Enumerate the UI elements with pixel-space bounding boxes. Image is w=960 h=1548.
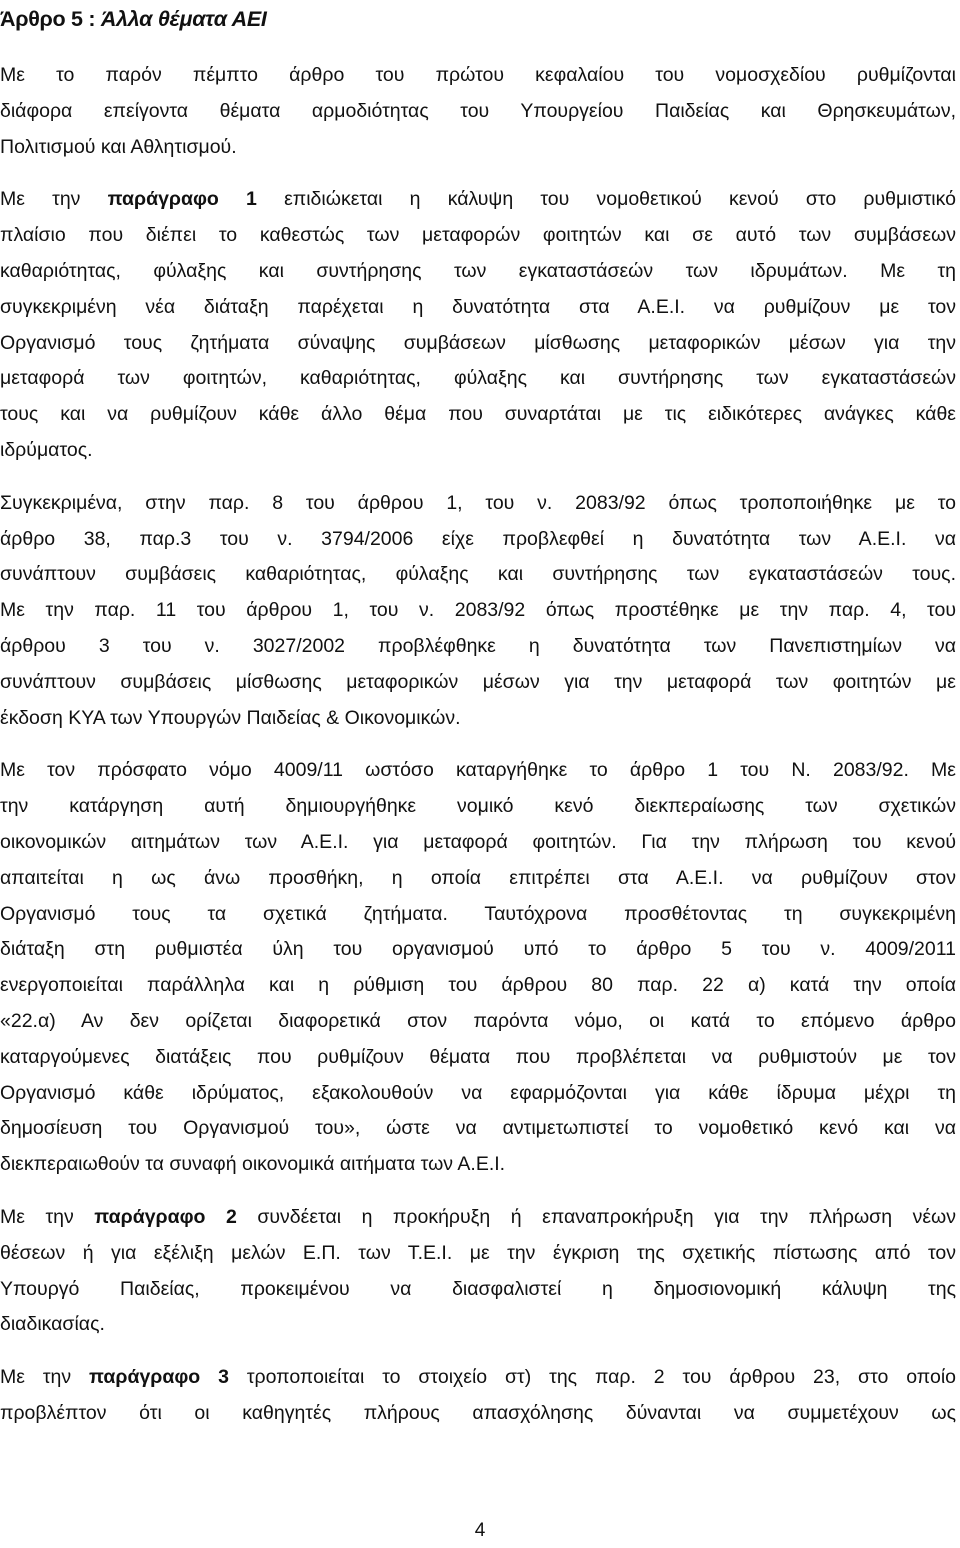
text-line: οικονομικών αιτημάτων των Α.Ε.Ι. για μεταφορά φοιτητών. Για την πλήρωση του κενού [0, 830, 956, 853]
paragraph-reference: παράγραφο 3 [89, 1366, 229, 1389]
text-line: διάταξη στη ρυθμιστέα ύλη του οργανισμού υπό το άρθρο 5 του ν. 4009/2011 [0, 938, 956, 961]
text-line: δημοσίευση του Οργανισμού του», ώστε να αντιμετωπιστεί το νομοθετικό κενό και να [0, 1117, 956, 1140]
text-line: καταργούμενες διατάξεις που ρυθμίζουν θέματα που προβλέπεται να ρυθμιστούν με τον [0, 1045, 956, 1068]
line-rest: τροποποιείται το στοιχείο στ) της παρ. 2 του άρθρου 23, στο οποίο [228, 1366, 956, 1389]
document-body [0, 2, 956, 1432]
text-line: «22.α) Αν δεν ορίζεται διαφορετικά στον παρόντα νόμο, οι κατά το επόμενο άρθρο [0, 1009, 956, 1032]
text-line: έκδοση ΚΥΑ των Υπουργών Παιδείας & Οικονομικών. [0, 706, 461, 729]
text-line: συνάπτουν συμβάσεις καθαριότητας, φύλαξης και συντήρησης των εγκαταστάσεών τους. [0, 563, 956, 586]
line-rest: επιδιώκεται η κάλυψη του νομοθετικού κενού στο ρυθμιστικό [256, 188, 956, 211]
lead-text: Με την [0, 1205, 95, 1228]
text-line: διάφορα επείγοντα θέματα αρμοδιότητας του Υπουργείου Παιδείας και Θρησκευμάτων, [0, 99, 956, 122]
text-line: Με το παρόν πέμπτο άρθρο του πρώτου κεφαλαίου του νομοσχεδίου ρυθμίζονται [0, 64, 956, 86]
text-line: διαδικασίας. [0, 1313, 105, 1336]
text-line: ιδρύματος. [0, 438, 93, 461]
text-line: Οργανισμό τους ζητήματα σύναψης συμβάσεων μίσθωσης μεταφορικών μέσων για την [0, 331, 956, 354]
text-line [0, 182, 956, 218]
text-line: την κατάργηση αυτή δημιουργήθηκε νομικό κενό διεκπεραίωσης των σχετικών [0, 795, 956, 818]
text-line: Με την παρ. 11 του άρθρου 1, του ν. 2083/92 όπως προστέθηκε με την παρ. 4, του [0, 599, 956, 622]
lead-text: Με την [0, 188, 108, 211]
paragraph-reference: παράγραφο 1 [107, 188, 257, 211]
text-line: συγκεκριμένη νέα διάταξη παρέχεται η δυνατότητα στα Α.Ε.Ι. να ρυθμίζουν με τον [0, 295, 956, 318]
text-line: θέσεων ή για εξέλιξη μελών Ε.Π. των Τ.Ε.Ι. με την έγκριση της σχετικής πίστωσης από τον [0, 1241, 956, 1264]
text-line: μεταφορά των φοιτητών, καθαριότητας, φύλαξης και συντήρησης των εγκαταστάσεών [0, 367, 956, 390]
text-line: προβλέπτον ότι οι καθηγητές πλήρους απασχόλησης δύνανται να συμμετέχουν ως [0, 1401, 956, 1424]
text-line [0, 1200, 956, 1236]
text-line: Συγκεκριμένα, στην παρ. 8 του άρθρου 1, του ν. 2083/92 όπως τροποποιήθηκε με το [0, 491, 956, 514]
text-line: διεκπεραιωθούν τα συναφή οικονομικά αιτήματα των Α.Ε.Ι. [0, 1153, 506, 1176]
text-line: Οργανισμό κάθε ιδρύματος, εξακολουθούν να εφαρμόζονται για κάθε ίδρυμα μέχρι τη [0, 1081, 956, 1104]
text-line: Με τον πρόσφατο νόμο 4009/11 ωστόσο καταργήθηκε το άρθρο 1 του Ν. 2083/92. Με [0, 759, 956, 782]
article-heading: Άλλα θέματα ΑΕΙ [100, 7, 267, 31]
paragraph-3-explanation [0, 1360, 956, 1432]
text-line: Υπουργό Παιδείας, προκειμένου να διασφαλιστεί η δημοσιονομική κάλυψη της [0, 1277, 956, 1300]
lead-text: Με την [0, 1366, 90, 1389]
text-line: Πολιτισμού και Αθλητισμού. [0, 135, 237, 158]
text-line: Οργανισμό τους τα σχετικά ζητήματα. Ταυτόχρονα προσθέτοντας τη συγκεκριμένη [0, 902, 956, 925]
legislative-history-paragraph [0, 486, 956, 737]
legal-gap-paragraph [0, 753, 956, 1183]
text-line: ενεργοποιείται παράλληλα και η ρύθμιση του άρθρου 80 παρ. 22 α) κατά την οποία [0, 974, 956, 997]
intro-paragraph [0, 58, 956, 165]
paragraph-2-explanation [0, 1200, 956, 1343]
text-line [0, 1360, 956, 1396]
text-line: καθαριότητας, φύλαξης και συντήρησης των εγκαταστάσεών των ιδρυμάτων. Με τη [0, 259, 956, 282]
text-line: πλαίσιο που διέπει το καθεστώς των μεταφορών φοιτητών και σε αυτό των συμβάσεων [0, 224, 956, 247]
article-title [0, 2, 956, 36]
paragraph-1-explanation [0, 182, 956, 468]
page-number: 4 [474, 1520, 486, 1541]
article-number: Άρθρο 5 : [0, 7, 101, 31]
text-line: άρθρο 38, παρ.3 του ν. 3794/2006 είχε προβλεφθεί η δυνατότητα των Α.Ε.Ι. να [0, 527, 956, 550]
text-line: άρθρου 3 του ν. 3027/2002 προβλέφθηκε η δυνατότητα των Πανεπιστημίων να [0, 634, 956, 657]
paragraph-reference: παράγραφο 2 [94, 1205, 237, 1228]
text-line: συνάπτουν συμβάσεις μίσθωσης μεταφορικών μέσων για την μεταφορά των φοιτητών με [0, 670, 956, 693]
text-line: τους και να ρυθμίζουν κάθε άλλο θέμα που συναρτάται με τις ειδικότερες ανάγκες κάθε [0, 403, 956, 426]
text-line: απαιτείται η ως άνω προσθήκη, η οποία επιτρέπει στα Α.Ε.Ι. να ρυθμίζουν στον [0, 866, 956, 889]
line-rest: συνδέεται η προκήρυξη ή επαναπροκήρυξη για την πλήρωση νέων [236, 1205, 956, 1228]
